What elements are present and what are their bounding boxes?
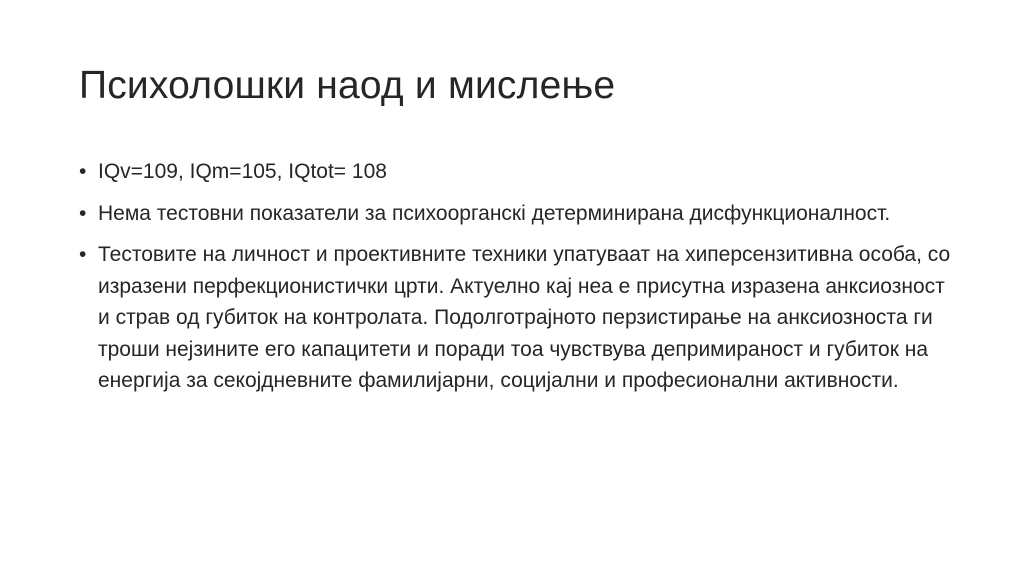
bullet-text: Тестовите на личност и проективните техники упатуваат на хиперсензитивна особа, со изразени перфекционистички црти. Актуелно кај неа е присутна изразена анксиозност и страв од губиток на контролата. Подолготрајното перзистирање на анксиозноста ги троши нејзините его капацитети и поради тоа чувствува депримираност и губиток на енергија за секојдневните фамилијарни, социјални и професионални активности. bbox=[98, 243, 951, 392]
bullet-item-personality-findings bbox=[79, 239, 959, 397]
bullet-marker: • bbox=[79, 243, 87, 266]
bullet-marker: • bbox=[79, 160, 87, 183]
bullet-item-iq-scores bbox=[79, 156, 959, 188]
bullet-text: IQv=109, IQm=105, IQtot= 108 bbox=[98, 160, 387, 183]
bullet-text: Нема тестовни показатели за психоорганскi детерминирана дисфункционалност. bbox=[98, 201, 891, 225]
bullet-item-no-organic-indicators bbox=[79, 198, 959, 230]
slide-title: Психолошки наод и мислење bbox=[79, 64, 616, 107]
bullet-list bbox=[79, 156, 959, 407]
bullet-marker: • bbox=[79, 201, 87, 225]
